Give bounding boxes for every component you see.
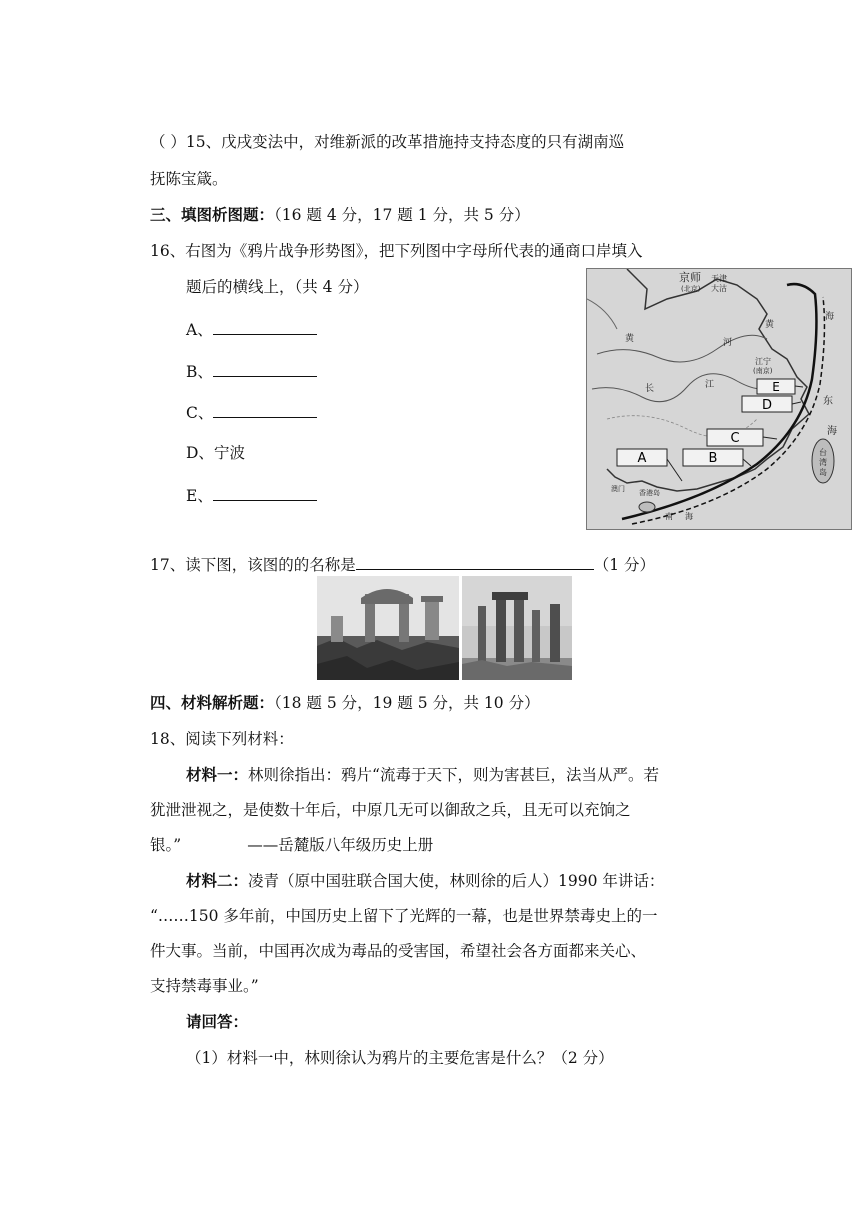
yuanmingyuan-ruins-photo-2 — [462, 576, 572, 680]
material2-text1: 凌青（原中国驻联合国大使，林则徐的后人）1990 年讲话： — [248, 872, 665, 890]
label-jingshi: 京师 — [679, 271, 701, 284]
opium-war-map — [586, 268, 852, 530]
answer-d-value: 宁波 — [213, 444, 245, 462]
label-huanghai-1: 黄 — [765, 320, 775, 330]
label-jiangning: 江宁 — [755, 357, 771, 366]
q16-line2: 题后的横线上，（共 4 分） — [186, 278, 369, 296]
answer-a-blank[interactable] — [213, 318, 317, 335]
svg-text:B: B — [708, 451, 718, 466]
label-tianjin: 天津 — [711, 274, 727, 283]
label-yellow-river-2: 河 — [723, 338, 733, 348]
label-nanjing: (南京) — [753, 367, 773, 375]
answer-c-blank[interactable] — [213, 401, 317, 418]
section4-note: （18 题 5 分，19 题 5 分，共 10 分） — [274, 694, 540, 712]
label-donghai-1: 东 — [823, 396, 833, 407]
svg-text:C: C — [730, 431, 740, 446]
label-huanghai-2: 海 — [825, 312, 835, 322]
material1-source: ——岳麓版八年级历史上册 — [247, 836, 434, 854]
answer-d-label: D、 — [186, 444, 214, 462]
map-box-e — [757, 379, 795, 394]
q18-subquestion-1: （1）材料一中，林则徐认为鸦片的主要危害是什么？（2 分） — [186, 1049, 614, 1067]
answer-e — [186, 484, 317, 507]
q17-line — [150, 553, 655, 576]
material2-line4: 支持禁毒事业。” — [150, 977, 259, 995]
svg-text:A: A — [637, 451, 647, 466]
material2-line1 — [186, 870, 664, 892]
label-yangtze-1: 长 — [645, 384, 655, 394]
opium-war-map-drawing — [587, 269, 851, 529]
svg-text:D: D — [761, 398, 773, 413]
material1-label: 材料一： — [186, 766, 249, 784]
q17-answer-blank[interactable] — [356, 553, 594, 570]
answer-b — [186, 360, 317, 383]
map-box-c — [707, 429, 763, 446]
answer-b-blank[interactable] — [213, 360, 317, 377]
answer-a-label: A、 — [186, 321, 213, 339]
answer-d — [186, 442, 245, 464]
q16-line1: 16、右图为《鸦片战争形势图》，把下列图中字母所代表的通商口岸填入 — [150, 242, 643, 260]
label-taiwan-1: 台 — [819, 448, 827, 457]
answer-b-label: B、 — [186, 363, 213, 381]
material1-text1: 林则徐指出：鸦片“流毒于天下，则为害甚巨，法当从严。若 — [248, 766, 659, 784]
material1-text3: 银。” — [150, 836, 182, 854]
label-donghai-2: 海 — [827, 426, 837, 437]
map-box-d — [742, 396, 792, 413]
q17-prefix: 17、读下图，该图的的名称是 — [150, 556, 356, 574]
q17-suffix: （1 分） — [593, 556, 656, 574]
answer-a — [186, 318, 317, 341]
section4-heading — [150, 692, 540, 714]
label-taiwan-2: 湾 — [819, 458, 827, 467]
map-box-b — [683, 449, 743, 466]
yuanmingyuan-ruins-photo-1 — [317, 576, 459, 680]
answer-c-label: C、 — [186, 404, 214, 422]
q15-line1: （ ）15、戊戌变法中，对维新派的改革措施持支持态度的只有湖南巡 — [150, 133, 625, 151]
label-macau: 澳门 — [611, 485, 625, 493]
label-yellow-river-1: 黄 — [625, 334, 635, 344]
material2-line3: 件大事。当前，中国再次成为毒品的受害国，希望社会各方面都来关心、 — [150, 942, 647, 960]
material2-line2: “……150 多年前，中国历史上留下了光辉的一幕，也是世界禁毒史上的一 — [150, 907, 658, 925]
section4-title: 四、材料解析题： — [150, 694, 275, 712]
map-box-a — [617, 449, 667, 466]
label-hongkong: 香港岛 — [639, 489, 660, 497]
section3-note: （16 题 4 分，17 题 1 分，共 5 分） — [274, 206, 530, 224]
label-yangtze-2: 江 — [705, 380, 715, 390]
material1-line2: 犹泄泄视之，是使数十年后，中原几无可以御敌之兵，且无可以充饷之 — [150, 801, 631, 819]
section3-title: 三、填图析图题： — [150, 206, 275, 224]
answer-e-blank[interactable] — [213, 484, 317, 501]
material2-label: 材料二： — [186, 872, 249, 890]
q18-intro: 18、阅读下列材料： — [150, 730, 294, 748]
label-nanhai-1: 南 — [665, 512, 673, 521]
material1-line1 — [186, 764, 659, 786]
label-beijing: (北京) — [681, 285, 701, 293]
svg-text:E: E — [772, 380, 780, 394]
section3-heading — [150, 204, 530, 226]
material1-line3 — [150, 834, 433, 856]
please-answer: 请回答： — [186, 1013, 249, 1031]
answer-e-label: E、 — [186, 487, 213, 505]
label-taiwan-3: 岛 — [819, 468, 827, 477]
q15-line2: 抚陈宝箴。 — [150, 170, 228, 188]
label-nanhai-2: 海 — [685, 512, 693, 521]
label-dagu: 大沽 — [711, 284, 727, 293]
answer-c — [186, 401, 317, 424]
